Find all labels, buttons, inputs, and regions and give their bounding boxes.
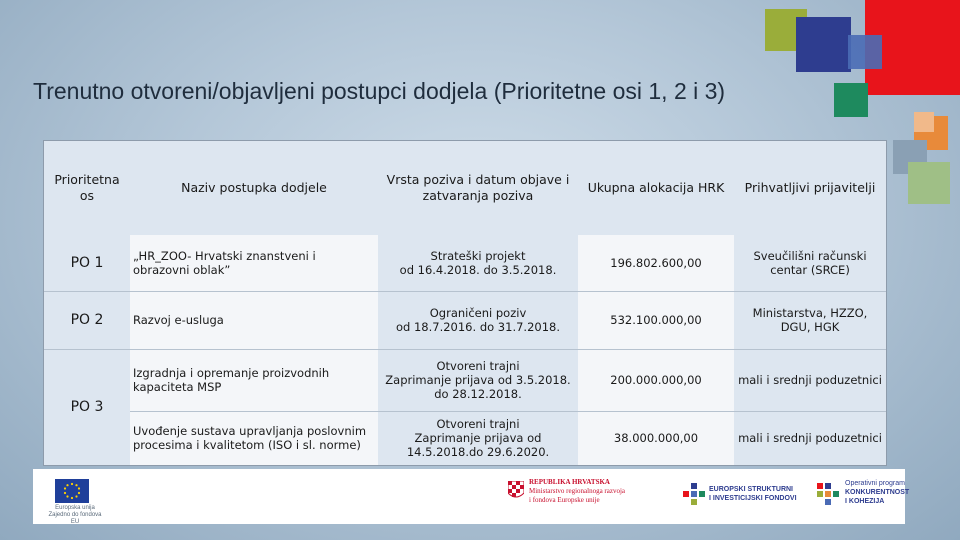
- table-row: [44, 235, 886, 291]
- ministry-line-2: Ministarstvo regionalnoga razvoja: [529, 487, 626, 495]
- ministry-line-3: i fondova Europske unije: [529, 496, 600, 504]
- cell-vrsta: [378, 411, 578, 465]
- cell-alokacija: 532.100.000,00: [578, 291, 734, 349]
- cell-alokacija: 196.802.600,00: [578, 235, 734, 291]
- cell-prijavitelji: Ministarstva, HZZO, DGU, HGK: [734, 291, 886, 349]
- cell-vrsta-dates: od 18.7.2016. do 31.7.2018.: [395, 320, 560, 334]
- decor-square-navy: [796, 17, 851, 72]
- cell-po: PO 2: [44, 291, 130, 349]
- cell-vrsta: [378, 349, 578, 411]
- cell-vrsta-dates: Zaprimanje prijava od 14.5.2018.do 29.6.2020.: [406, 431, 550, 460]
- header-vrsta: Vrsta poziva i datum objave i zatvaranja poziva: [378, 141, 578, 235]
- cell-vrsta-type: Ograničeni poziv: [429, 306, 527, 320]
- table-row: [44, 411, 886, 465]
- eu-caption: Europska unija Zajedno do fondova EU: [48, 505, 102, 525]
- opkk-line-3: I KOHEZIJA: [845, 498, 885, 505]
- cell-vrsta-type: Otvoreni trajni: [436, 417, 520, 432]
- cell-naziv: Izgradnja i opremanje proizvodnih kapaciteta MSP: [130, 349, 378, 411]
- esi-funds-icon: [683, 483, 705, 505]
- opkk-line-2: KONKURENTNOST: [845, 489, 910, 496]
- header-alokacija: Ukupna alokacija HRK: [578, 141, 734, 235]
- page-title: Trenutno otvoreni/objavljeni postupci dodjela (Prioritetne osi 1, 2 i 3): [33, 78, 726, 104]
- decor-square-teal: [834, 83, 868, 117]
- cell-vrsta: [378, 291, 578, 349]
- cell-vrsta-type: Otvoreni trajni: [436, 359, 520, 373]
- cell-prijavitelji: mali i srednji poduzetnici: [734, 349, 886, 411]
- croatia-coat-of-arms-icon: [508, 481, 524, 501]
- opkk-icon: [817, 483, 839, 505]
- header-naziv: Naziv postupka dodjele: [130, 141, 378, 235]
- table-header-row: [44, 141, 886, 235]
- cell-po: PO 1: [44, 235, 130, 291]
- ministry-logo-text: [529, 478, 625, 505]
- cell-vrsta: [378, 235, 578, 291]
- cell-prijavitelji: mali i srednji poduzetnici: [734, 411, 886, 465]
- cell-po: PO 3: [44, 349, 130, 465]
- header-prioritetna-os: Prioritetna os: [44, 141, 130, 235]
- decor-square-blue: [848, 35, 882, 69]
- cell-vrsta-dates: od 16.4.2018. do 3.5.2018.: [399, 262, 557, 277]
- ministry-line-1: REPUBLIKA HRVATSKA: [529, 478, 610, 486]
- esi-funds-text: [709, 485, 797, 503]
- esi-line-1: EUROPSKI STRUKTURNI: [709, 486, 794, 493]
- cell-prijavitelji: Sveučilišni računski centar (SRCE): [734, 235, 886, 291]
- cell-vrsta-dates: Zaprimanje prijava od 3.5.2018. do 28.12.2018.: [385, 373, 571, 401]
- cell-alokacija: 38.000.000,00: [578, 411, 734, 465]
- opkk-text: [845, 479, 909, 506]
- cell-naziv: Razvoj e-usluga: [130, 291, 378, 349]
- eu-flag-icon: [55, 479, 89, 503]
- opkk-line-1: Operativni program: [845, 480, 905, 487]
- cell-alokacija: 200.000.000,00: [578, 349, 734, 411]
- procedures-table: [44, 141, 886, 465]
- footer-logo-bar: [33, 469, 910, 525]
- table-row: [44, 291, 886, 349]
- esi-line-2: I INVESTICIJSKI FONDOVI: [709, 495, 797, 502]
- header-prijavitelji: Prihvatljivi prijavitelji: [734, 141, 886, 235]
- cell-naziv: „HR_ZOO- Hrvatski znanstveni i obrazovni oblak”: [130, 235, 378, 291]
- cell-naziv: Uvođenje sustava upravljanja poslovnim procesima i kvalitetom (ISO i sl. norme): [130, 411, 378, 465]
- table-row: [44, 349, 886, 411]
- decor-square-peach: [914, 112, 934, 132]
- decor-square-lightgreen: [908, 162, 950, 204]
- cell-vrsta-type: Strateški projekt: [430, 248, 526, 263]
